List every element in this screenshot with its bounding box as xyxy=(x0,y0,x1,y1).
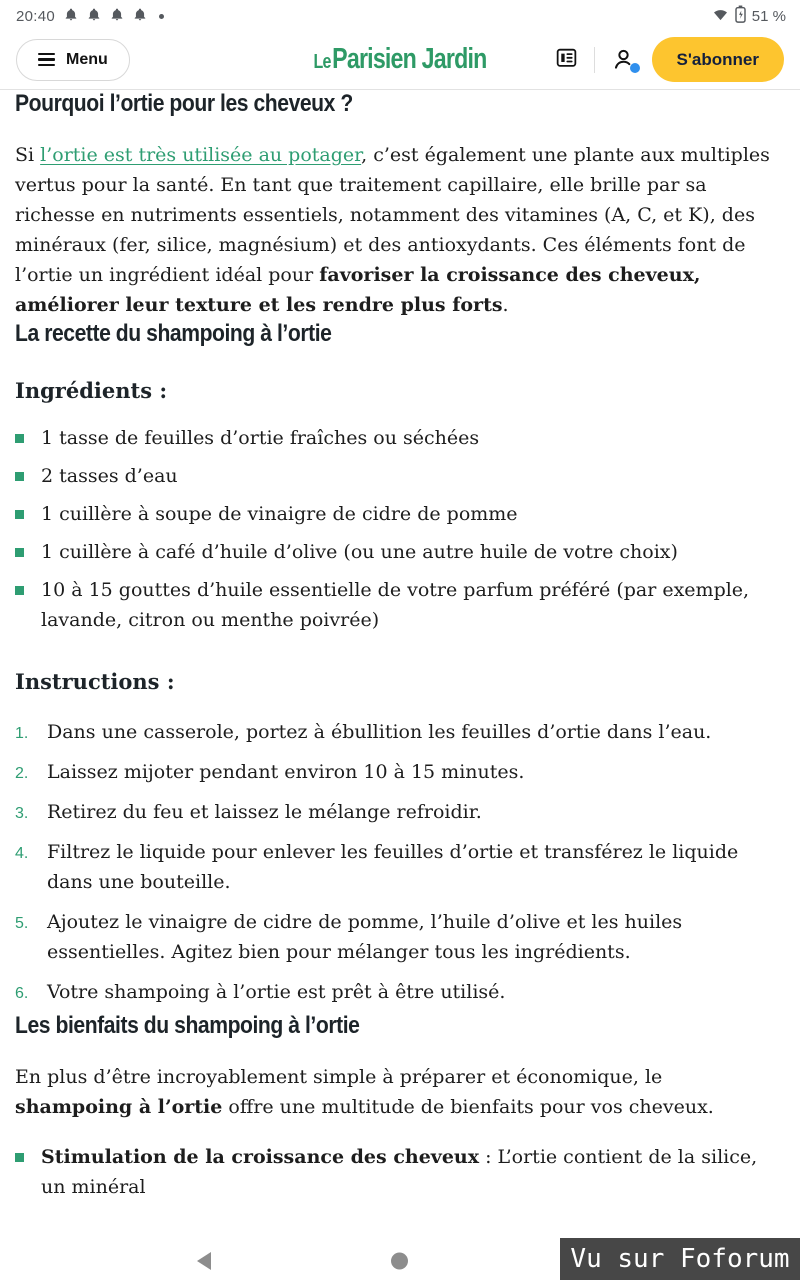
paragraph-intro: Si l’ortie est très utilisée au potager, c’est également une plante aux multiples vertus pour la santé. En tant que traitement capillaire, elle brille par sa richesse en nutriments essentiels, notamment des vitamines (A, C, et K), des minéraux (fer, silice, magnésium) et des antioxydants. Ces éléments font de l’ortie un ingrédient idéal pour favoriser la croissance des cheveux, améliorer leur texture et les rendre plus forts. xyxy=(15,144,770,316)
menu-label: Menu xyxy=(66,50,108,68)
section-heading-recipe: La recette du shampoing à l’ortie xyxy=(15,320,332,347)
paragraph-benefits: En plus d’être incroyablement simple à préparer et économique, le shampoing à l’ortie offre une multitude de bienfaits pour vos cheveux. xyxy=(15,1066,714,1118)
square-bullet-icon xyxy=(15,510,24,519)
clock: 20:40 xyxy=(16,7,56,25)
watermark-overlay: Vu sur Foforum xyxy=(560,1238,800,1280)
site-header xyxy=(0,30,800,90)
square-bullet-icon xyxy=(15,1153,24,1162)
status-bar xyxy=(0,0,800,30)
instruction-step: 3. Retirez du feu et laissez le mélange refroidir. xyxy=(15,801,482,823)
newspaper-icon[interactable] xyxy=(554,45,579,75)
bell-icon xyxy=(110,7,124,26)
potager-link[interactable]: l’ortie est très utilisée au potager xyxy=(40,144,362,166)
wifi-icon xyxy=(712,7,729,26)
list-item: Stimulation de la croissance des cheveux : L’ortie contient de la silice, un minéral xyxy=(15,1138,785,1206)
benefits-list xyxy=(15,1138,785,1206)
square-bullet-icon xyxy=(15,586,24,595)
instructions-heading: Instructions : xyxy=(15,669,175,694)
list-item: 1 cuillère à café d’huile d’olive (ou une autre huile de votre choix) xyxy=(15,533,785,571)
ingredients-heading: Ingrédients : xyxy=(15,378,168,403)
header-divider xyxy=(594,47,595,73)
instruction-step: 6. Votre shampoing à l’ortie est prêt à être utilisé. xyxy=(15,981,506,1003)
logo-main: Parisien Jardin xyxy=(332,43,487,75)
bell-icon xyxy=(87,7,101,26)
square-bullet-icon xyxy=(15,472,24,481)
ingredients-list xyxy=(15,419,785,639)
list-item: 1 cuillère à soupe de vinaigre de cidre de pomme xyxy=(15,495,785,533)
bell-icon xyxy=(64,7,78,26)
instruction-step: 2. Laissez mijoter pendant environ 10 à 15 minutes. xyxy=(15,761,525,783)
home-icon[interactable] xyxy=(391,1253,408,1270)
logo-le: Le xyxy=(313,51,331,73)
square-bullet-icon xyxy=(15,548,24,557)
site-logo[interactable] xyxy=(313,43,486,76)
battery-percentage: 51 % xyxy=(751,7,786,25)
bell-icon xyxy=(133,7,147,26)
account-icon[interactable] xyxy=(610,46,637,73)
list-item: 2 tasses d’eau xyxy=(15,457,785,495)
menu-button[interactable] xyxy=(16,39,130,81)
list-item: 10 à 15 gouttes d’huile essentielle de votre parfum préféré (par exemple, lavande, citron ou menthe poivrée) xyxy=(15,571,785,639)
square-bullet-icon xyxy=(15,434,24,443)
section-heading-why: Pourquoi l’ortie pour les cheveux ? xyxy=(15,90,353,117)
instruction-step: 1. Dans une casserole, portez à ébullition les feuilles d’ortie dans l’eau. xyxy=(15,721,712,743)
list-item: 1 tasse de feuilles d’ortie fraîches ou séchées xyxy=(15,419,785,457)
instruction-step: 4. Filtrez le liquide pour enlever les feuilles d’ortie et transférez le liquide dans une bouteille. xyxy=(15,841,739,893)
subscribe-button[interactable]: S'abonner xyxy=(652,37,784,82)
instruction-step: 5. Ajoutez le vinaigre de cidre de pomme, l’huile d’olive et les huiles essentielles. Agitez bien pour mélanger tous les ingrédients. xyxy=(15,911,683,963)
section-heading-benefits: Les bienfaits du shampoing à l’ortie xyxy=(15,1012,360,1039)
article-content xyxy=(0,90,800,1206)
instructions-list xyxy=(15,712,785,1012)
account-notification-dot xyxy=(630,63,640,73)
notification-dot-icon xyxy=(159,14,164,19)
hamburger-icon xyxy=(38,53,55,67)
battery-charging-icon xyxy=(735,5,746,27)
back-icon[interactable] xyxy=(197,1252,211,1270)
